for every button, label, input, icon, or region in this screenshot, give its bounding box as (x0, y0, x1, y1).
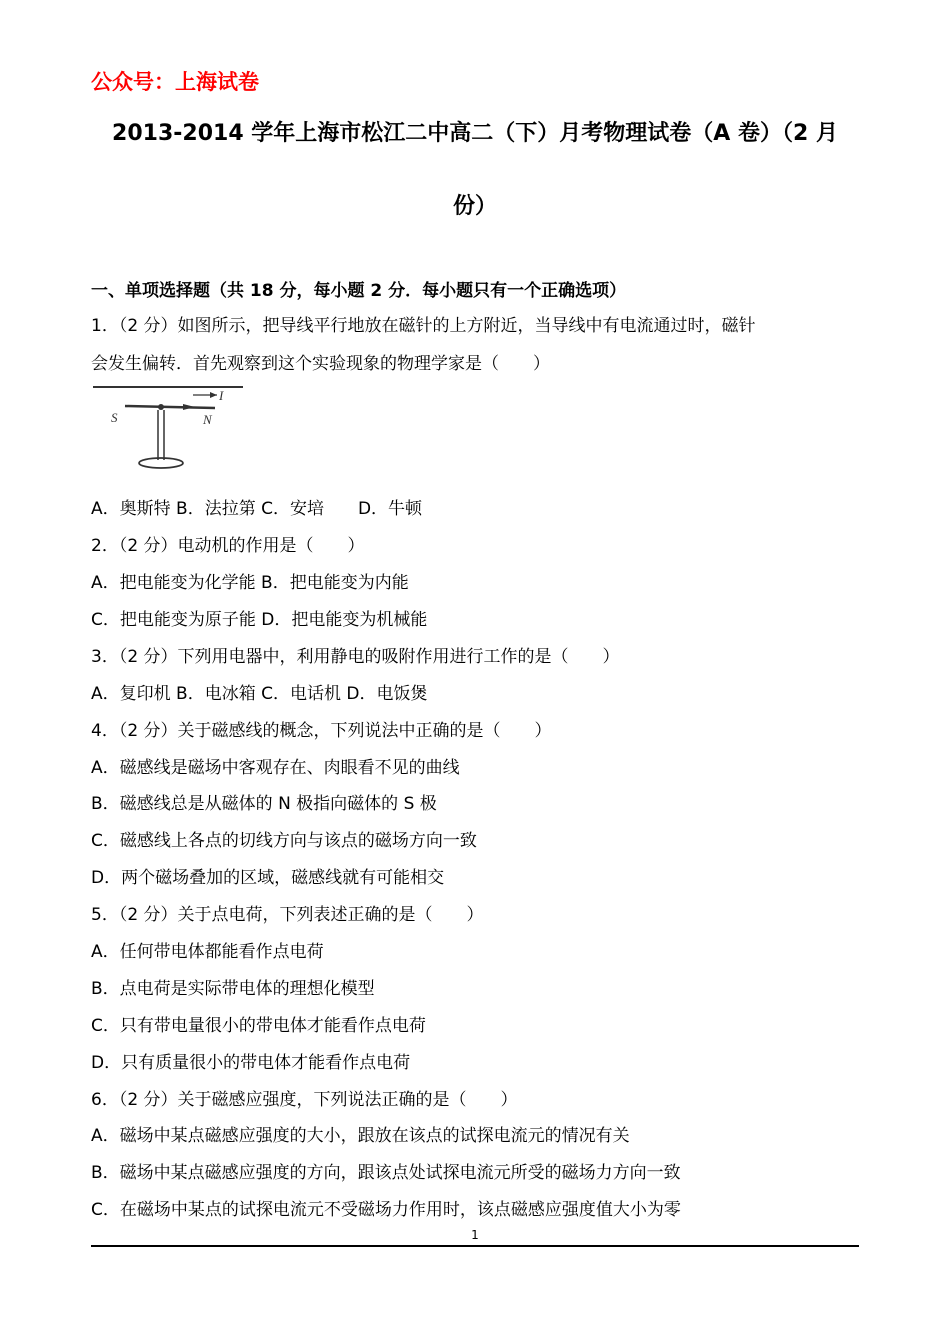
page-number: 1 (471, 1228, 479, 1242)
exam-title-line-1: 2013-2014 学年上海市松江二中高二（下）月考物理试卷（A 卷）（2 月 (112, 121, 838, 146)
question-5-option-c: C．只有带电量很小的带电体才能看作点电荷 (91, 1016, 426, 1036)
current-arrow-head (210, 392, 217, 398)
question-5-option-d: D．只有质量很小的带电体才能看作点电荷 (91, 1053, 411, 1073)
magnetic-needle (125, 406, 215, 408)
question-4-option-d: D．两个磁场叠加的区域，磁感线就有可能相交 (91, 868, 445, 888)
question-4-option-c: C．磁感线上各点的切线方向与该点的磁场方向一致 (91, 831, 477, 851)
section-heading: 一、单项选择题（共 18 分，每小题 2 分．每小题只有一个正确选项） (91, 281, 627, 301)
question-4-stem: 4．（2 分）关于磁感线的概念，下列说法中正确的是（ ） (91, 721, 552, 741)
question-4-option-a: A．磁感线是磁场中客观存在、肉眼看不见的曲线 (91, 758, 460, 778)
needle-pivot (158, 404, 164, 410)
current-label: I (219, 388, 224, 403)
question-2-options-ab: A．把电能变为化学能 B．把电能变为内能 (91, 573, 409, 593)
question-4-option-b: B．磁感线总是从磁体的 N 极指向磁体的 S 极 (91, 794, 437, 814)
question-1-options: A．奥斯特 B．法拉第 C．安培 D．牛顿 (91, 499, 423, 519)
question-3-options: A．复印机 B．电冰箱 C．电话机 D．电饭煲 (91, 684, 428, 704)
question-2-stem: 2．（2 分）电动机的作用是（ ） (91, 536, 365, 556)
question-5-stem: 5．（2 分）关于点电荷，下列表述正确的是（ ） (91, 905, 484, 925)
question-6-stem: 6．（2 分）关于磁感应强度，下列说法正确的是（ ） (91, 1090, 518, 1110)
stand-base (139, 458, 183, 468)
needle-pointer (183, 404, 195, 410)
exam-title-line-2: 份） (452, 194, 497, 219)
question-6-option-a: A．磁场中某点磁感应强度的大小，跟放在该点的试探电流元的情况有关 (91, 1126, 630, 1146)
compass-needle-figure (91, 380, 247, 476)
question-5-option-a: A．任何带电体都能看作点电荷 (91, 942, 324, 962)
footer-rule (91, 1245, 859, 1247)
south-pole-label: S (111, 410, 118, 425)
question-5-option-b: B．点电荷是实际带电体的理想化模型 (91, 979, 375, 999)
wechat-watermark: 公众号：上海试卷 (91, 70, 259, 94)
question-2-options-cd: C．把电能变为原子能 D．把电能变为机械能 (91, 610, 428, 630)
question-6-option-b: B．磁场中某点磁感应强度的方向，跟该点处试探电流元所受的磁场力方向一致 (91, 1163, 681, 1183)
question-3-stem: 3．（2 分）下列用电器中，利用静电的吸附作用进行工作的是（ ） (91, 647, 620, 667)
question-6-option-c: C．在磁场中某点的试探电流元不受磁场力作用时，该点磁感应强度值大小为零 (91, 1200, 681, 1220)
question-1-stem: 1．（2 分）如图所示，把导线平行地放在磁针的上方附近，当导线中有电流通过时，磁针 (91, 316, 756, 336)
compass-wire-diagram (91, 380, 247, 476)
question-1-stem-cont: 会发生偏转．首先观察到这个实验现象的物理学家是（ ） (91, 354, 550, 374)
north-pole-label: N (203, 412, 212, 427)
